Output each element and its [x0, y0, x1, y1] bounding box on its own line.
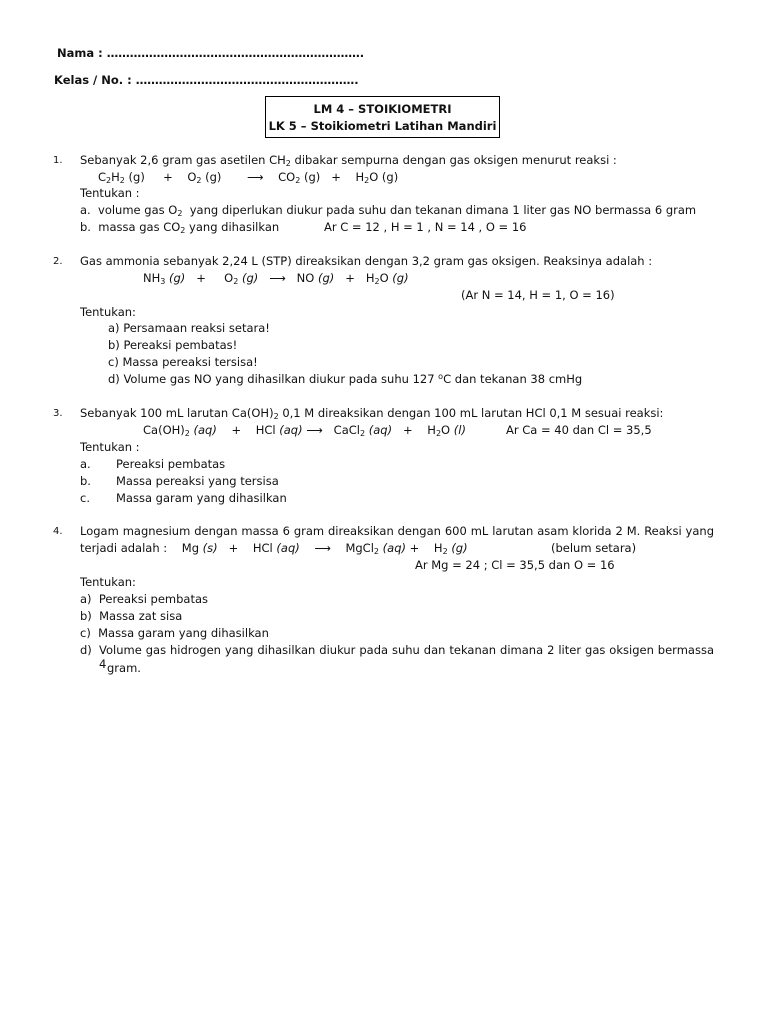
title-line-1: LM 4 – STOIKIOMETRI: [313, 102, 452, 116]
question-intro: Sebanyak 2,6 gram gas asetilen $CH_2$ dibakar sempurna dengan gas oksigen menurut reaksi :: [80, 153, 617, 168]
tentukan-label: Tentukan :: [80, 440, 140, 454]
reaction-equation: $NH_3$ (g) + $O_2$ (g) ⟶ NO $(g) + H_2O$ (g): [143, 271, 409, 286]
title-line-2: LK 5 – Stoikiometri Latihan Mandiri: [268, 119, 497, 133]
tentukan-label: Tentukan :: [80, 186, 140, 200]
question-intro: Logam magnesium dengan massa 6 gram direaksikan dengan 600 mL larutan asam klorida 2 M. Reaksi yang: [80, 524, 714, 538]
list-item: a) Persamaan reaksi setara!: [108, 321, 270, 335]
question-intro-continued: terjadi adalah : Mg (s) + HCl (aq) ⟶ MgCl$_2$ (aq) + $H_2$ (g): [80, 541, 468, 556]
question-number: 1.: [53, 155, 63, 166]
list-item: c) Massa garam yang dihasilkan: [80, 626, 269, 640]
list-item: Volume gas hidrogen yang dihasilkan diukur pada suhu dan tekanan dimana 2 liter gas oksigen bermassa 4: [99, 643, 714, 671]
list-item: b) Massa zat sisa: [80, 609, 183, 623]
list-item: c) Massa pereaksi tersisa!: [108, 355, 258, 369]
atomic-mass-note: Ar Mg = 24 ; Cl = 35,5 dan O = 16: [415, 558, 615, 572]
tentukan-label: Tentukan:: [80, 575, 136, 589]
reaction-note: (belum setara): [551, 541, 637, 555]
list-marker: a.: [80, 457, 91, 471]
question-number: 2.: [53, 256, 63, 267]
question-number: 4.: [53, 526, 63, 537]
list-item: Massa garam yang dihasilkan: [116, 491, 287, 505]
list-marker: d): [80, 643, 92, 657]
question-number: 3.: [53, 408, 63, 419]
list-marker: b.: [80, 474, 91, 488]
atomic-mass-note: (Ar N = 14, H = 1, O = 16): [461, 288, 615, 302]
nama-field: Nama : ………………………………………………………….: [57, 46, 365, 60]
list-marker: c.: [80, 491, 90, 505]
reaction-equation: $C_2H_2$ (g) + $O_2$ (g) ⟶ $CO_2$ (g) + $H_2O$ (g): [98, 170, 399, 185]
title-box: [265, 96, 500, 138]
list-item: a. volume gas $O_2$ yang diperlukan diukur pada suhu dan tekanan dimana 1 liter gas NO bermassa 6 gram: [80, 203, 697, 218]
list-item: a) Pereaksi pembatas: [80, 592, 209, 606]
list-item: Massa pereaksi yang tersisa: [116, 474, 279, 488]
tentukan-label: Tentukan:: [80, 305, 136, 319]
list-item: d) Volume gas NO yang dihasilkan diukur pada suhu 127 $^o$C dan tekanan 38 cmHg: [108, 372, 583, 386]
question-intro: Gas ammonia sebanyak 2,24 L (STP) direaksikan dengan 3,2 gram gas oksigen. Reaksinya adalah :: [80, 254, 653, 268]
question-intro: Sebanyak 100 mL larutan $Ca(OH)_2$ 0,1 M direaksikan dengan 100 mL larutan HCl 0,1 M sesuai reaksi:: [80, 406, 664, 421]
reaction-equation: $Ca(OH)_2$ (aq) + HCl (aq) ⟶ CaCl$_2$ (aq) + $H_2O$ (l): [143, 423, 466, 438]
kelas-field: Kelas / No. : ………………………………………………….: [54, 73, 359, 87]
list-item-continued: gram.: [107, 661, 141, 675]
atomic-mass-note: Ar C = 12 , H = 1 , N = 14 , O = 16: [324, 220, 527, 234]
list-item: Pereaksi pembatas: [116, 457, 226, 471]
atomic-mass-note: Ar Ca = 40 dan Cl = 35,5: [506, 423, 652, 437]
list-item: b) Pereaksi pembatas!: [108, 338, 238, 352]
list-item: b. massa gas $CO_2$ yang dihasilkan: [80, 220, 280, 235]
